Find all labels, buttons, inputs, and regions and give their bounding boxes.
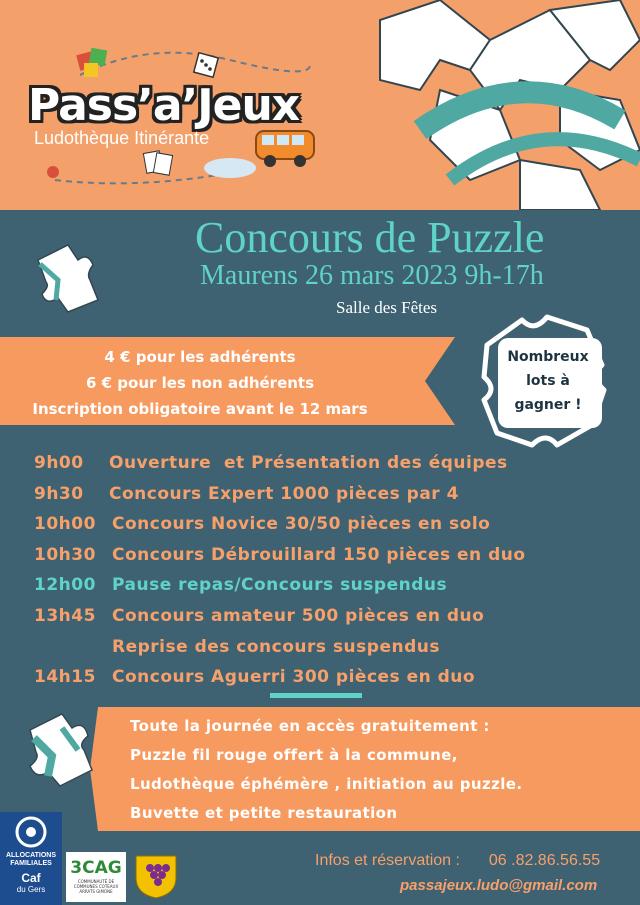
prices-text — [0, 344, 400, 422]
prize-line: Nombreux — [507, 349, 589, 365]
schedule-time: 14h15 — [34, 667, 96, 688]
contact-line — [315, 852, 600, 870]
caf-emblem-icon — [0, 812, 62, 852]
divider — [270, 693, 362, 698]
schedule-text: Ouverture et Présentation des équipes — [109, 453, 508, 473]
bcag-logo — [66, 852, 126, 902]
schedule-list — [34, 448, 526, 693]
price-non-members: 6 € pour les non adhérents — [85, 374, 315, 392]
event-venue: Salle des Fêtes — [336, 298, 438, 317]
schedule-text: Reprise des concours suspendus — [112, 636, 440, 657]
contact-email[interactable]: passajeux.ludo@gmail.com — [400, 877, 598, 894]
prize-line: lots à — [526, 373, 570, 389]
event-date: Maurens 26 mars 2023 9h-17h — [200, 260, 544, 291]
puzzle-pieces-decoration — [320, 0, 640, 210]
schedule-time: 9h00 — [34, 453, 84, 473]
price-members: 4 € pour les adhérents — [104, 348, 296, 366]
logo-subtitle: Ludothèque Itinérante — [34, 128, 210, 148]
schedule-row — [34, 509, 526, 540]
schedule-text: Concours Expert 1000 pièces par 4 — [109, 483, 459, 504]
contact-phone[interactable]: 06 .82.86.56.55 — [488, 852, 601, 869]
info-line: Puzzle fil rouge offert à la commune, — [130, 746, 458, 764]
schedule-row — [34, 448, 526, 479]
schedule-text: Concours Novice 30/50 pièces en solo — [112, 514, 491, 535]
caf-label: ALLOCATIONS — [5, 852, 57, 859]
schedule-time: 13h45 — [34, 605, 96, 626]
schedule-time: 12h00 — [34, 575, 96, 596]
info-line: Buvette et petite restauration — [130, 804, 398, 822]
schedule-row — [34, 632, 526, 663]
schedule-time: 10h30 — [34, 544, 96, 565]
puzzle-piece-icon — [28, 240, 108, 315]
bus-icon — [254, 127, 316, 169]
schedule-row — [34, 662, 526, 693]
schedule-row — [34, 601, 526, 632]
puzzle-piece-teal-icon — [18, 708, 100, 794]
caf-logo — [0, 812, 62, 905]
schedule-row — [34, 479, 526, 510]
bcag-name: 3CAG — [70, 858, 122, 878]
schedule-text: Concours Débrouillard 150 pièces en duo — [112, 544, 526, 565]
event-title: Concours de Puzzle — [195, 213, 545, 262]
caf-label: FAMILIALES — [10, 860, 52, 867]
schedule-row — [34, 570, 526, 601]
bcag-subtitle: COMMUNAUTÉ DE COMMUNES COTEAUX ARRATS GIMONE — [73, 879, 119, 894]
schedule-time: 9h30 — [34, 483, 84, 504]
grape-crest-icon — [132, 852, 180, 900]
info-line: Ludothèque éphémère , initiation au puzzle. — [130, 775, 523, 793]
schedule-row — [34, 540, 526, 571]
registration-deadline: Inscription obligatoire avant le 12 mars — [32, 400, 368, 418]
caf-region: du Gers — [16, 885, 46, 894]
info-box-text — [130, 712, 522, 828]
info-line: Toute la journée en accès gratuitement : — [130, 717, 490, 735]
prize-line: gagner ! — [514, 397, 582, 413]
logo-title: Pass’a’Jeux — [28, 80, 300, 131]
schedule-text: Pause repas/Concours suspendus — [112, 575, 448, 596]
prize-text — [478, 345, 618, 417]
contact-label: Infos et réservation : — [315, 852, 460, 869]
schedule-text: Concours Aguerri 300 pièces en duo — [112, 667, 476, 688]
caf-name: Caf — [21, 871, 41, 885]
schedule-time: 10h00 — [34, 514, 96, 535]
schedule-text: Concours amateur 500 pièces en duo — [112, 605, 485, 626]
